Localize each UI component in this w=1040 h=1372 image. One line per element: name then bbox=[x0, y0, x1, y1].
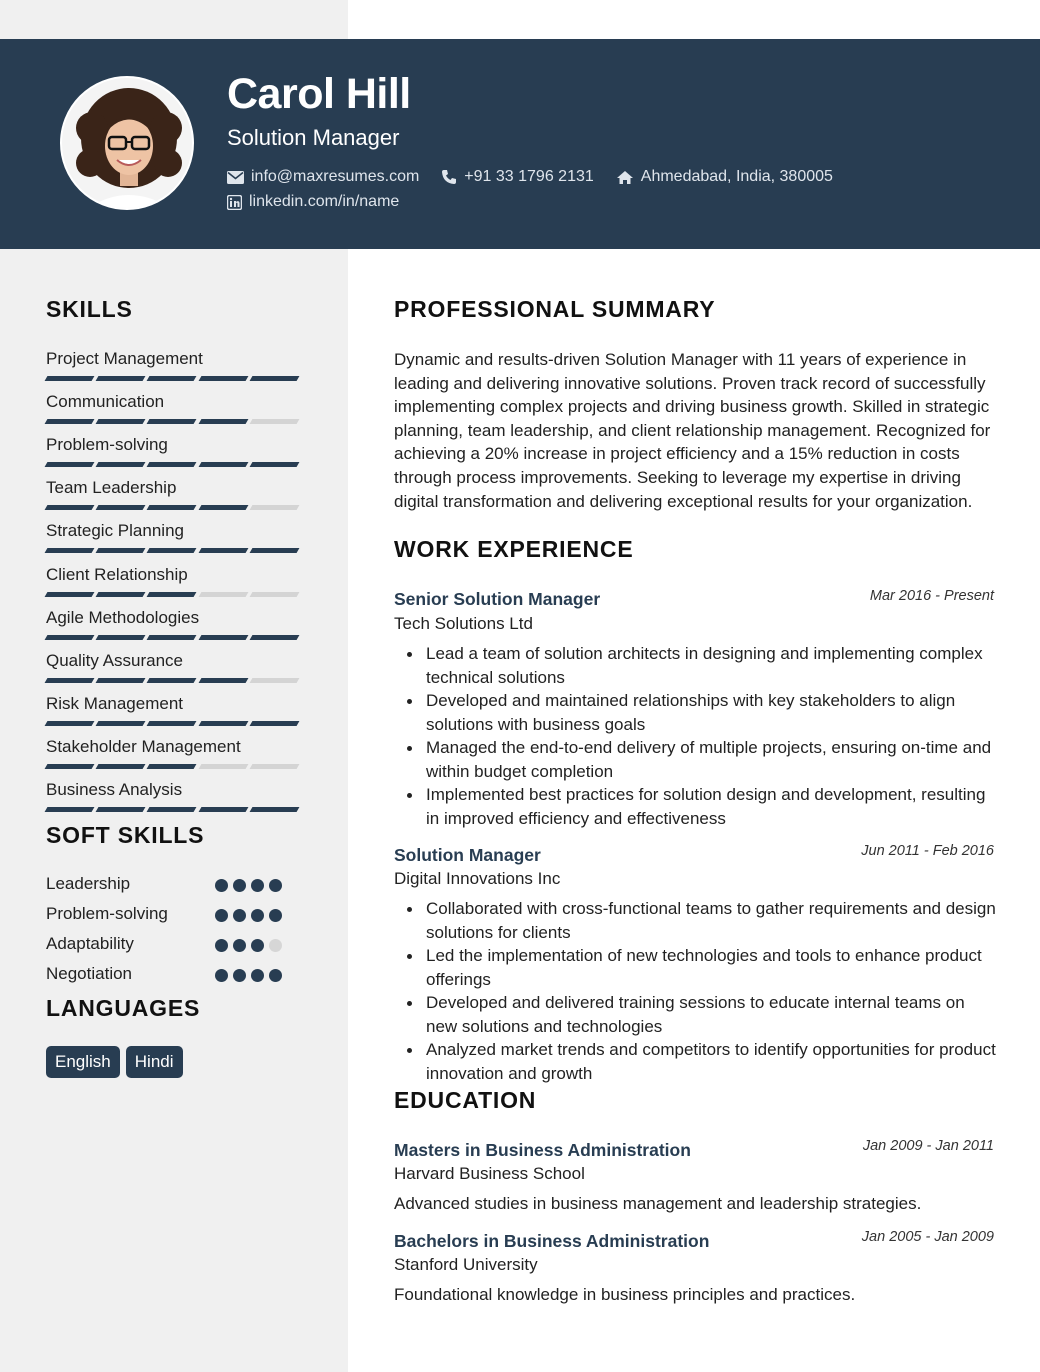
education-heading: EDUCATION bbox=[394, 1087, 537, 1113]
list-item: Developed and delivered training sessions to educate internal teams on new solutions and technologies bbox=[426, 991, 998, 1038]
skill-level-segment bbox=[147, 548, 197, 553]
skill-level-segment bbox=[147, 721, 197, 726]
skill-level-bar bbox=[46, 419, 302, 424]
resume-header bbox=[0, 39, 1040, 249]
skill-level-segment bbox=[45, 764, 95, 769]
skill-label: Communication bbox=[46, 392, 165, 412]
skill-level-segment bbox=[198, 505, 248, 510]
skill-label: Business Analysis bbox=[46, 780, 183, 799]
school-name: Stanford University bbox=[394, 1255, 538, 1274]
skill-label: Quality Assurance bbox=[46, 650, 184, 670]
summary-heading: PROFESSIONAL SUMMARY bbox=[394, 296, 716, 322]
skill-level-segment bbox=[198, 678, 248, 683]
skill-level-segment bbox=[147, 764, 197, 769]
rating-dot bbox=[215, 939, 228, 952]
skill-level-segment bbox=[45, 419, 95, 424]
home-icon bbox=[616, 170, 634, 185]
skill-level-segment bbox=[198, 721, 248, 726]
skill-level-segment bbox=[249, 462, 299, 467]
skill-level-segment bbox=[198, 592, 248, 597]
soft-skill-rating bbox=[215, 909, 287, 922]
candidate-role: Solution Manager bbox=[227, 125, 400, 150]
soft-skills-heading: SOFT SKILLS bbox=[46, 822, 205, 848]
skill-label: Project Management bbox=[46, 349, 203, 368]
skill-level-segment bbox=[198, 462, 248, 467]
rating-dot bbox=[269, 939, 282, 952]
contact-address bbox=[616, 168, 833, 186]
rating-dot bbox=[269, 909, 282, 922]
skill-level-segment bbox=[249, 376, 299, 381]
skill-level-segment bbox=[96, 592, 146, 597]
skill-level-segment bbox=[147, 462, 197, 467]
avatar bbox=[60, 76, 194, 210]
skill-label: Client Relationship bbox=[46, 564, 188, 584]
soft-skill-item bbox=[46, 934, 296, 956]
experience-heading: WORK EXPERIENCE bbox=[394, 536, 634, 562]
skill-level-segment bbox=[96, 505, 146, 510]
skill-level-segment bbox=[249, 678, 299, 683]
linkedin-icon bbox=[227, 195, 242, 210]
skill-level-segment bbox=[96, 376, 146, 381]
job-title: Solution Manager bbox=[394, 845, 541, 865]
education-date: Jan 2005 - Jan 2009 bbox=[861, 1229, 994, 1245]
skill-level-segment bbox=[45, 376, 95, 381]
skill-level-segment bbox=[45, 462, 95, 467]
languages-heading: LANGUAGES bbox=[46, 995, 201, 1021]
rating-dot bbox=[215, 909, 228, 922]
job-company: Tech Solutions Ltd bbox=[394, 614, 533, 633]
contact-phone[interactable] bbox=[441, 168, 593, 186]
skill-level-segment bbox=[45, 678, 95, 683]
skill-label: Agile Methodologies bbox=[46, 607, 200, 627]
job-date: Mar 2016 - Present bbox=[869, 588, 994, 604]
linkedin-text: linkedin.com/in/name bbox=[249, 193, 400, 210]
rating-dot bbox=[251, 969, 264, 982]
degree-title: Bachelors in Business Administration bbox=[394, 1231, 710, 1251]
skill-level-bar bbox=[46, 678, 302, 683]
skill-level-bar bbox=[46, 635, 302, 640]
rating-dot bbox=[215, 879, 228, 892]
list-item: Lead a team of solution architects in designing and implementing complex technical solutions bbox=[426, 642, 998, 689]
address-text: Ahmedabad, India, 380005 bbox=[640, 168, 833, 185]
skill-level-segment bbox=[249, 505, 299, 510]
job-bullets bbox=[426, 642, 998, 830]
skill-level-bar bbox=[46, 764, 302, 769]
skill-level-segment bbox=[45, 592, 95, 597]
rating-dot bbox=[233, 939, 246, 952]
skill-level-segment bbox=[198, 764, 248, 769]
language-tag: Hindi bbox=[126, 1046, 183, 1078]
skill-level-segment bbox=[198, 419, 248, 424]
skill-label: Strategic Planning bbox=[46, 521, 184, 541]
skill-level-segment bbox=[96, 807, 146, 812]
soft-skill-item bbox=[46, 874, 296, 896]
skill-level-segment bbox=[96, 764, 146, 769]
soft-skill-rating bbox=[215, 939, 287, 952]
skill-level-segment bbox=[249, 548, 299, 553]
skill-level-segment bbox=[147, 678, 197, 683]
skill-level-segment bbox=[147, 376, 197, 381]
skill-level-segment bbox=[96, 678, 146, 683]
education-date: Jan 2009 - Jan 2011 bbox=[862, 1138, 994, 1154]
skill-item bbox=[46, 520, 302, 553]
skill-level-segment bbox=[96, 419, 146, 424]
soft-skill-label: Leadership bbox=[46, 874, 131, 893]
skill-level-segment bbox=[147, 635, 197, 640]
skill-level-bar bbox=[46, 548, 302, 553]
skill-level-segment bbox=[147, 505, 197, 510]
skill-level-bar bbox=[46, 721, 302, 726]
skill-level-segment bbox=[249, 807, 299, 812]
rating-dot bbox=[233, 879, 246, 892]
soft-skill-label: Problem-solving bbox=[46, 904, 168, 923]
skill-level-segment bbox=[198, 807, 248, 812]
skill-item bbox=[46, 391, 302, 424]
skill-label: Problem-solving bbox=[46, 435, 168, 455]
list-item: Managed the end-to-end delivery of multiple projects, ensuring on-time and within budget completion bbox=[426, 736, 998, 783]
job-date: Jun 2011 - Feb 2016 bbox=[861, 843, 994, 859]
skill-level-segment bbox=[45, 548, 95, 553]
languages-list bbox=[46, 1046, 189, 1078]
skill-level-segment bbox=[249, 419, 299, 424]
email-text: info@maxresumes.com bbox=[251, 168, 420, 185]
summary-text: Dynamic and results-driven Solution Manager with 11 years of experience in leading and delivering innovative solutions. Proven track record of successfully implementing complex projects and driving business growth. Skilled in strategic planning, team leadership, and client relationship management. Recognized for achieving a 20% increase in project efficiency and a 15% reduction in costs through process improvements. Seeking to leverage my expertise in driving digital transformation and delivering exceptional results for your organization. bbox=[394, 350, 991, 511]
list-item: Collaborated with cross-functional teams to gather requirements and design solutions for clients bbox=[426, 897, 998, 944]
skill-item bbox=[46, 693, 302, 726]
skill-level-segment bbox=[45, 721, 95, 726]
soft-skill-label: Negotiation bbox=[46, 964, 133, 983]
skill-level-bar bbox=[46, 462, 302, 467]
soft-skill-item bbox=[46, 964, 296, 986]
skill-item bbox=[46, 434, 302, 467]
skill-item bbox=[46, 736, 302, 769]
skill-level-bar bbox=[46, 807, 302, 812]
list-item: Led the implementation of new technologies and tools to enhance product offerings bbox=[426, 944, 998, 991]
soft-skill-rating bbox=[215, 879, 287, 892]
skill-level-segment bbox=[147, 592, 197, 597]
degree-title: Masters in Business Administration bbox=[394, 1140, 691, 1160]
rating-dot bbox=[269, 969, 282, 982]
rating-dot bbox=[215, 969, 228, 982]
contact-email[interactable] bbox=[227, 168, 419, 186]
list-item: Analyzed market trends and competitors to identify opportunities for product innovation and growth bbox=[426, 1038, 998, 1085]
skill-level-segment bbox=[249, 592, 299, 597]
contact-row bbox=[227, 168, 855, 186]
rating-dot bbox=[233, 909, 246, 922]
skill-level-segment bbox=[249, 764, 299, 769]
skill-level-segment bbox=[45, 807, 95, 812]
skill-level-segment bbox=[96, 548, 146, 553]
skill-level-segment bbox=[96, 721, 146, 726]
skill-level-segment bbox=[198, 635, 248, 640]
list-item: Developed and maintained relationships with key stakeholders to align solutions with business goals bbox=[426, 689, 998, 736]
soft-skill-item bbox=[46, 904, 296, 926]
education-description: Advanced studies in business management and leadership strategies. bbox=[394, 1194, 922, 1213]
skill-level-segment bbox=[45, 635, 95, 640]
skill-item bbox=[46, 564, 302, 597]
skill-level-segment bbox=[45, 505, 95, 510]
list-item: Implemented best practices for solution design and development, resulting in improved efficiency and effectiveness bbox=[426, 783, 998, 830]
skill-level-segment bbox=[249, 721, 299, 726]
job-title: Senior Solution Manager bbox=[394, 589, 601, 609]
language-tag: English bbox=[46, 1046, 120, 1078]
skills-heading: SKILLS bbox=[46, 296, 133, 322]
skill-level-segment bbox=[249, 635, 299, 640]
school-name: Harvard Business School bbox=[394, 1164, 585, 1183]
rating-dot bbox=[251, 879, 264, 892]
skill-level-segment bbox=[96, 462, 146, 467]
job-bullets bbox=[426, 897, 998, 1085]
skill-label: Stakeholder Management bbox=[46, 736, 241, 756]
job-company: Digital Innovations Inc bbox=[394, 869, 561, 888]
rating-dot bbox=[251, 939, 264, 952]
rating-dot bbox=[233, 969, 246, 982]
skill-level-segment bbox=[147, 419, 197, 424]
skill-item bbox=[46, 650, 302, 683]
skill-item bbox=[46, 477, 302, 510]
skill-level-bar bbox=[46, 592, 302, 597]
phone-icon bbox=[441, 169, 457, 185]
education-description: Foundational knowledge in business principles and practices. bbox=[394, 1285, 856, 1304]
skill-label: Risk Management bbox=[46, 693, 184, 713]
skill-level-bar bbox=[46, 505, 302, 510]
soft-skill-label: Adaptability bbox=[46, 934, 134, 953]
phone-text: +91 33 1796 2131 bbox=[464, 168, 594, 185]
skill-item bbox=[46, 348, 302, 381]
skill-item bbox=[46, 779, 302, 812]
skill-label: Team Leadership bbox=[46, 478, 177, 498]
skill-level-segment bbox=[96, 635, 146, 640]
rating-dot bbox=[269, 879, 282, 892]
skill-item bbox=[46, 607, 302, 640]
rating-dot bbox=[251, 909, 264, 922]
skill-level-segment bbox=[147, 807, 197, 812]
envelope-icon bbox=[227, 171, 244, 184]
soft-skill-rating bbox=[215, 969, 287, 982]
skill-level-segment bbox=[198, 548, 248, 553]
contact-linkedin[interactable] bbox=[227, 193, 399, 211]
skill-level-segment bbox=[198, 376, 248, 381]
skill-level-bar bbox=[46, 376, 302, 381]
contact-row-secondary bbox=[227, 193, 421, 211]
candidate-name: Carol Hill bbox=[227, 70, 411, 118]
